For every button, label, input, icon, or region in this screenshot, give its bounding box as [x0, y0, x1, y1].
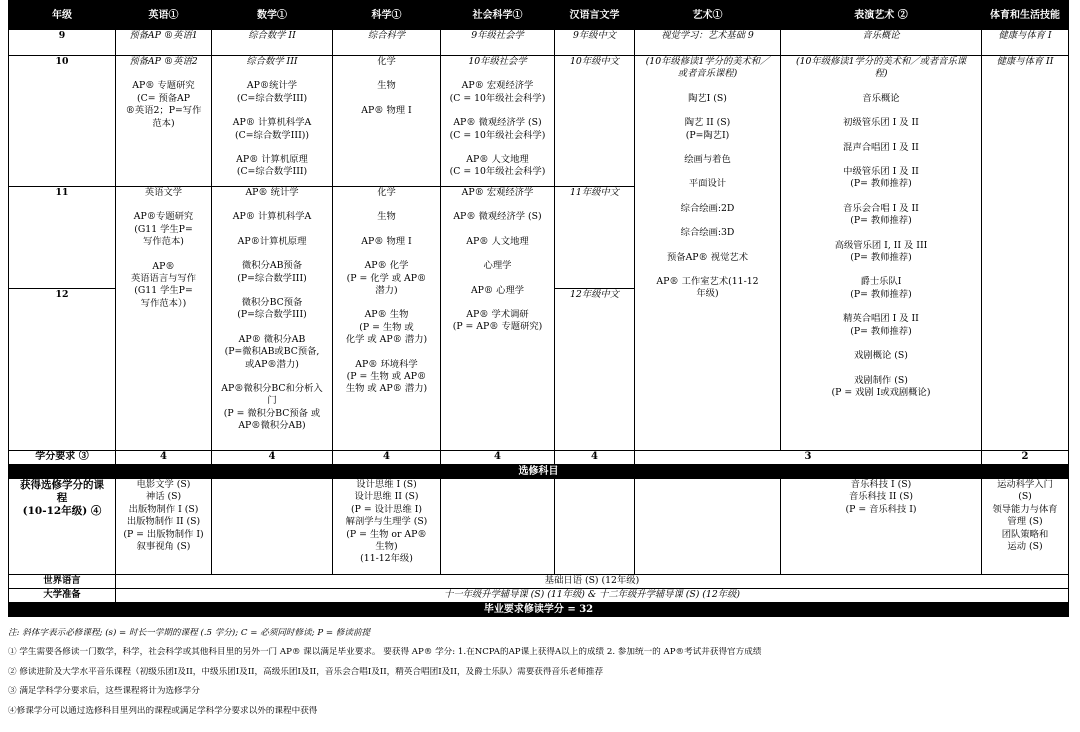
- cell-line: AP® 统计学: [245, 187, 299, 198]
- cell-line: (P= 教师推荐): [850, 252, 912, 264]
- g10-pe: 健康与体育 II: [982, 56, 1069, 451]
- cell-line: AP® 工作室艺术(11-12: [656, 276, 759, 288]
- art-courses: [635, 56, 781, 451]
- cell-line: 潜力): [375, 285, 398, 297]
- cell-line: [214, 142, 330, 154]
- g10-science: [333, 56, 441, 187]
- cell-line: [783, 363, 979, 375]
- g9-performing-arts: 音乐概论: [781, 30, 982, 56]
- cell-line: 门: [267, 395, 277, 407]
- cell-line: 预备AP® 视觉艺术: [666, 251, 748, 263]
- credit-chinese: 4: [555, 451, 635, 465]
- cell-line: [443, 142, 552, 154]
- cell-line: AP® 心理学: [470, 284, 525, 296]
- footnote-1: ① 学生需要各修读一门数学，科学，社会科学或其他科目里的另外一门 AP® 课以满足毕业要求。 要获得 AP® 学分: 1.在NCPA的AP课上获得A以上的成绩 2. 参加统一的 AP®考试并获得官方成绩: [8, 647, 762, 657]
- cell-line: AP® 专题研究: [132, 80, 195, 92]
- cell-line: 微积分BC预备: [241, 297, 303, 309]
- cell-line: 生物): [375, 541, 398, 553]
- cell-line: 爵士乐队I: [860, 276, 902, 288]
- grade-12-label: 12: [9, 289, 116, 451]
- cell-line: [637, 264, 778, 276]
- electives-english: [116, 479, 212, 575]
- cell-line: (C = 10年级社会科学): [449, 129, 546, 141]
- performing-arts-courses: [781, 56, 982, 451]
- g9-art: 视觉学习：艺术基础 9: [635, 30, 781, 56]
- credit-english: 4: [116, 451, 212, 465]
- cell-line: AP®计算机原理: [237, 235, 307, 247]
- cell-line: 绘画与着色: [684, 154, 731, 166]
- cell-line: AP®: [152, 260, 175, 272]
- cell-line: [335, 248, 438, 260]
- cell-line: 陶艺 II (S): [684, 117, 731, 129]
- cell-line: [443, 199, 552, 211]
- cell-line: [443, 248, 552, 260]
- header-art: 艺术①: [635, 1, 781, 30]
- cell-line: [214, 68, 330, 80]
- g9-english: 预备AP ®英语1: [116, 30, 212, 56]
- cell-line: [214, 105, 330, 117]
- cell-line: [118, 249, 209, 261]
- header-performing-arts: 表演艺术 ②: [781, 1, 982, 30]
- cell-line: AP® 计算机原理: [236, 154, 308, 166]
- curriculum-table: [8, 0, 1069, 617]
- header-chinese: 汉语言文学: [555, 1, 635, 30]
- credit-arts: 3: [635, 451, 982, 465]
- cell-line: (P = 设计思维 I): [350, 503, 423, 515]
- cell-line: [443, 297, 552, 309]
- credit-pe: 2: [982, 451, 1069, 465]
- upper-english: [116, 187, 212, 451]
- header-math: 数学①: [212, 1, 333, 30]
- cell-line: [783, 154, 979, 166]
- footnotes: [8, 628, 1068, 725]
- cell-line: (C= 预备AP: [136, 92, 191, 104]
- cell-line: 领导能力与体育: [992, 503, 1058, 515]
- cell-line: 音乐科技 II (S): [848, 491, 914, 503]
- cell-line: 混声合唱团 I 及 II: [843, 141, 919, 153]
- cell-line: 综合绘画:2D: [680, 202, 735, 214]
- cell-line: (P = 生物 or AP®: [346, 528, 427, 540]
- cell-line: AP® 人文地理: [466, 154, 529, 166]
- graduation-credits: 毕业要求修读学分 = 32: [9, 603, 1069, 617]
- cell-line: [637, 166, 778, 178]
- cell-line: [783, 264, 979, 276]
- college-prep-courses: 十一年级升学辅导课 (S) (11年级) & 十二年级升学辅导课 (S) (12年级): [116, 589, 1069, 603]
- cell-line: (11-12年级): [360, 553, 413, 565]
- g10-math: [212, 56, 333, 187]
- cell-line: 生物: [377, 211, 396, 223]
- cell-line: [214, 322, 330, 334]
- credit-label: 学分要求 ③: [9, 451, 116, 465]
- cell-line: 化学: [377, 56, 396, 67]
- cell-line: [637, 81, 778, 93]
- cell-line: (C=综合数学III): [236, 92, 308, 104]
- cell-line: (P = 音乐科技 I): [845, 503, 917, 515]
- graduation-bar: [9, 603, 1069, 617]
- cell-line: AP®统计学: [246, 80, 298, 92]
- cell-line: [443, 273, 552, 285]
- electives-pe: [982, 479, 1069, 575]
- cell-line: (G11 学生P=: [134, 223, 193, 235]
- g9-science: 综合科学: [333, 30, 441, 56]
- cell-line: 陶艺I (S): [688, 92, 727, 104]
- g9-pe: 健康与体育 I: [982, 30, 1069, 56]
- cell-line: (P=陶艺I): [685, 129, 730, 141]
- cell-line: 电影文学 (S): [136, 479, 191, 490]
- cell-line: [335, 347, 438, 359]
- cell-line: 设计思维 II (S): [354, 491, 419, 503]
- cell-line: AP® 宏观经济学: [461, 80, 534, 92]
- cell-line: (P = AP® 专题研究): [452, 321, 543, 333]
- cell-line: 写作范本): [143, 236, 184, 248]
- cell-line: (P = 生物 或: [359, 321, 414, 333]
- cell-line: 微积分AB预备: [241, 260, 303, 272]
- cell-line: [214, 248, 330, 260]
- cell-line: AP® 计算机科学A: [232, 117, 312, 129]
- cell-line: AP® 宏观经济学: [461, 187, 534, 198]
- credit-social: 4: [441, 451, 555, 465]
- cell-line: AP® 生物: [364, 309, 409, 321]
- cell-line: ®英语2；P=写作: [125, 105, 202, 117]
- header-social-science: 社会科学①: [441, 1, 555, 30]
- world-language-courses: 基础日语 (S) (12年级): [116, 575, 1069, 589]
- cell-line: 年级): [696, 288, 719, 300]
- cell-line: 程): [874, 68, 888, 80]
- cell-line: (C=综合数学III)): [235, 129, 309, 141]
- electives-label: [9, 479, 116, 575]
- cell-line: (P= 教师推荐): [850, 288, 912, 300]
- cell-line: (P=综合数学III): [237, 272, 307, 284]
- cell-line: 心理学: [483, 260, 512, 272]
- cell-line: (P= 教师推荐): [850, 178, 912, 190]
- cell-line: (S): [1018, 491, 1032, 503]
- cell-line: (10年级修读1学分的美术和／: [645, 56, 770, 67]
- cell-line: 综合绘画:3D: [680, 227, 735, 239]
- cell-line: 范本): [152, 117, 175, 129]
- cell-line: [335, 68, 438, 80]
- header-grade: 年级: [9, 1, 116, 30]
- cell-line: AP®专题研究: [133, 211, 194, 223]
- curriculum-chart: [8, 0, 1068, 617]
- cell-line: [783, 81, 979, 93]
- cell-line: [637, 105, 778, 117]
- legend-note: 注: 斜体字表示必修课程; (s) = 时长一学期的课程 (.5 学分); C = 必须同时修读; P = 修读前提: [8, 628, 371, 638]
- cell-line: [783, 191, 979, 203]
- g10-chinese: 10年级中文: [555, 56, 635, 187]
- g11-chinese: 11年级中文: [555, 187, 635, 289]
- cell-line: [118, 199, 209, 211]
- cell-line: [783, 105, 979, 117]
- cell-line: [783, 130, 979, 142]
- cell-line: 程: [56, 492, 68, 504]
- electives-chinese: [555, 479, 635, 575]
- upper-math: [212, 187, 333, 451]
- cell-line: (P = 戏剧 I或戏剧概论): [831, 386, 931, 398]
- cell-line: AP® 环境科学: [355, 358, 418, 370]
- world-language-label: 世界语言: [9, 575, 116, 589]
- cell-line: 叙事视角 (S): [136, 541, 191, 553]
- cell-line: [637, 142, 778, 154]
- electives-performing-arts: [781, 479, 982, 575]
- cell-line: 英语语言与写作: [130, 273, 197, 285]
- g12-chinese: 12年级中文: [555, 289, 635, 451]
- upper-science: [333, 187, 441, 451]
- upper-social: [441, 187, 555, 451]
- world-language-row: [9, 575, 1069, 589]
- cell-line: 设计思维 I (S): [356, 479, 417, 490]
- credit-math: 4: [212, 451, 333, 465]
- cell-line: 音乐会合唱 I 及 II: [843, 202, 919, 214]
- electives-science: [333, 479, 441, 575]
- cell-line: [637, 191, 778, 203]
- cell-line: [443, 224, 552, 236]
- cell-line: (P=微积AB或BC预备,: [224, 346, 320, 358]
- cell-line: (C=综合数学III): [236, 166, 308, 178]
- g10-english: [116, 56, 212, 187]
- cell-line: 神话 (S): [145, 491, 182, 503]
- cell-line: 初级管乐团 I 及 II: [843, 117, 919, 129]
- header-english: 英语①: [116, 1, 212, 30]
- cell-line: [335, 199, 438, 211]
- cell-line: [214, 371, 330, 383]
- cell-line: (G11 学生P=: [134, 285, 193, 297]
- credit-requirements-row: [9, 451, 1069, 465]
- grade-11-label: 11: [9, 187, 116, 289]
- cell-line: 平面设计: [688, 178, 727, 190]
- cell-line: (10-12年级) ④: [22, 505, 102, 517]
- cell-line: 中级管乐团 I 及 II: [843, 166, 919, 178]
- g10-social: [441, 56, 555, 187]
- cell-line: AP® 学术调研: [466, 309, 529, 321]
- cell-line: (C = 10年级社会科学): [449, 92, 546, 104]
- cell-line: 生物: [377, 80, 396, 92]
- cell-line: (C = 10年级社会科学): [449, 166, 546, 178]
- grade-9-label: 9: [9, 30, 116, 56]
- electives-bar: [9, 465, 1069, 479]
- cell-line: [335, 297, 438, 309]
- cell-line: AP® 物理 I: [361, 235, 412, 247]
- cell-line: 高级管乐团 I, II 及 III: [834, 239, 928, 251]
- cell-line: AP® 人文地理: [466, 235, 529, 247]
- electives-row: [9, 479, 1069, 575]
- cell-line: [118, 68, 209, 80]
- college-prep-row: [9, 589, 1069, 603]
- cell-line: AP® 微积分AB: [238, 333, 306, 345]
- cell-line: [443, 105, 552, 117]
- cell-line: 或AP®潜力): [245, 358, 299, 370]
- cell-line: 精英合唱团 I 及 II: [843, 313, 919, 325]
- footnote-3: ③ 满足学科学分要求后，这些课程将计为选修学分: [8, 686, 200, 696]
- cell-line: 运动 (S): [1007, 541, 1043, 553]
- header-pe: 体育和生活技能: [982, 1, 1069, 30]
- cell-line: (P = 化学 或 AP®: [346, 272, 427, 284]
- cell-line: [214, 199, 330, 211]
- grade-10-row: [9, 56, 1069, 187]
- cell-line: 管理 (S): [1007, 516, 1043, 528]
- cell-line: [443, 68, 552, 80]
- cell-line: 化学 或 AP® 潜力): [345, 334, 428, 346]
- cell-line: [335, 224, 438, 236]
- cell-line: 获得选修学分的课: [20, 479, 104, 491]
- cell-line: [783, 301, 979, 313]
- cell-line: AP® 微观经济学 (S): [453, 211, 542, 223]
- header-row: [9, 1, 1069, 30]
- cell-line: 出版物制作 I (S): [128, 503, 199, 515]
- cell-line: 综合数学 III: [246, 56, 298, 67]
- cell-line: (P=综合数学III): [237, 309, 307, 321]
- cell-line: 解剖学与生理学 (S): [345, 516, 428, 528]
- cell-line: [637, 215, 778, 227]
- cell-line: 生物 或 AP® 潜力): [345, 383, 428, 395]
- cell-line: 出版物制作 II (S): [126, 516, 201, 528]
- cell-line: 戏剧概论 (S): [854, 350, 908, 362]
- cell-line: 或者音乐课程): [677, 68, 738, 80]
- college-prep-label: 大学准备: [9, 589, 116, 603]
- credit-science: 4: [333, 451, 441, 465]
- cell-line: 音乐科技 I (S): [850, 479, 912, 490]
- electives-math: [212, 479, 333, 575]
- cell-line: 写作范本）): [140, 297, 187, 309]
- g9-social: 9年级社会学: [441, 30, 555, 56]
- cell-line: 预备AP ®英语2: [129, 56, 198, 67]
- cell-line: AP® 计算机科学A: [232, 211, 312, 223]
- cell-line: AP® 化学: [364, 260, 409, 272]
- cell-line: (10年级修读1学分的美术和／或者音乐课: [795, 56, 967, 67]
- cell-line: 团队策略和: [1001, 528, 1049, 540]
- cell-line: 化学: [377, 187, 396, 198]
- cell-line: AP® 微观经济学 (S): [453, 117, 542, 129]
- footnote-4: ④修课学分可以通过选修科目里列出的课程或满足学科学分要求以外的课程中获得: [8, 705, 318, 716]
- g9-math: 综合数学 II: [212, 30, 333, 56]
- cell-line: AP® 物理 I: [361, 104, 412, 116]
- cell-line: 英语文学: [144, 187, 183, 198]
- electives-title: 选修科目: [9, 465, 1069, 479]
- cell-line: 10年级社会学: [468, 56, 527, 67]
- cell-line: (P= 教师推荐): [850, 325, 912, 337]
- cell-line: [783, 228, 979, 240]
- cell-line: 运动科学入门: [997, 479, 1053, 490]
- cell-line: (P = 微积分BC预备 或: [223, 407, 321, 419]
- grade-10-label: 10: [9, 56, 116, 187]
- footnote-2: ② 修读进阶及大学水平音乐课程（初级乐团I及II，中级乐团I及II，高级乐团I及II，音乐会合唱I及II，精英合唱团I及II，及爵士乐队）需要获得音乐老师推荐: [8, 666, 604, 677]
- cell-line: [783, 338, 979, 350]
- cell-line: (P = 生物 或 AP®: [346, 371, 427, 383]
- cell-line: [214, 224, 330, 236]
- cell-line: (P = 出版物制作 I): [123, 528, 204, 540]
- grade-9-row: [9, 30, 1069, 56]
- cell-line: (P= 教师推荐): [850, 215, 912, 227]
- electives-art: [635, 479, 781, 575]
- cell-line: AP®微积分AB): [238, 420, 306, 432]
- header-science: 科学①: [333, 1, 441, 30]
- cell-line: [335, 93, 438, 105]
- cell-line: 戏剧制作 (S): [854, 374, 908, 386]
- electives-social: [441, 479, 555, 575]
- g9-chinese: 9年级中文: [555, 30, 635, 56]
- cell-line: [637, 240, 778, 252]
- cell-line: [214, 285, 330, 297]
- cell-line: 音乐概论: [862, 92, 900, 104]
- cell-line: AP®微积分BC和分析入: [221, 383, 323, 395]
